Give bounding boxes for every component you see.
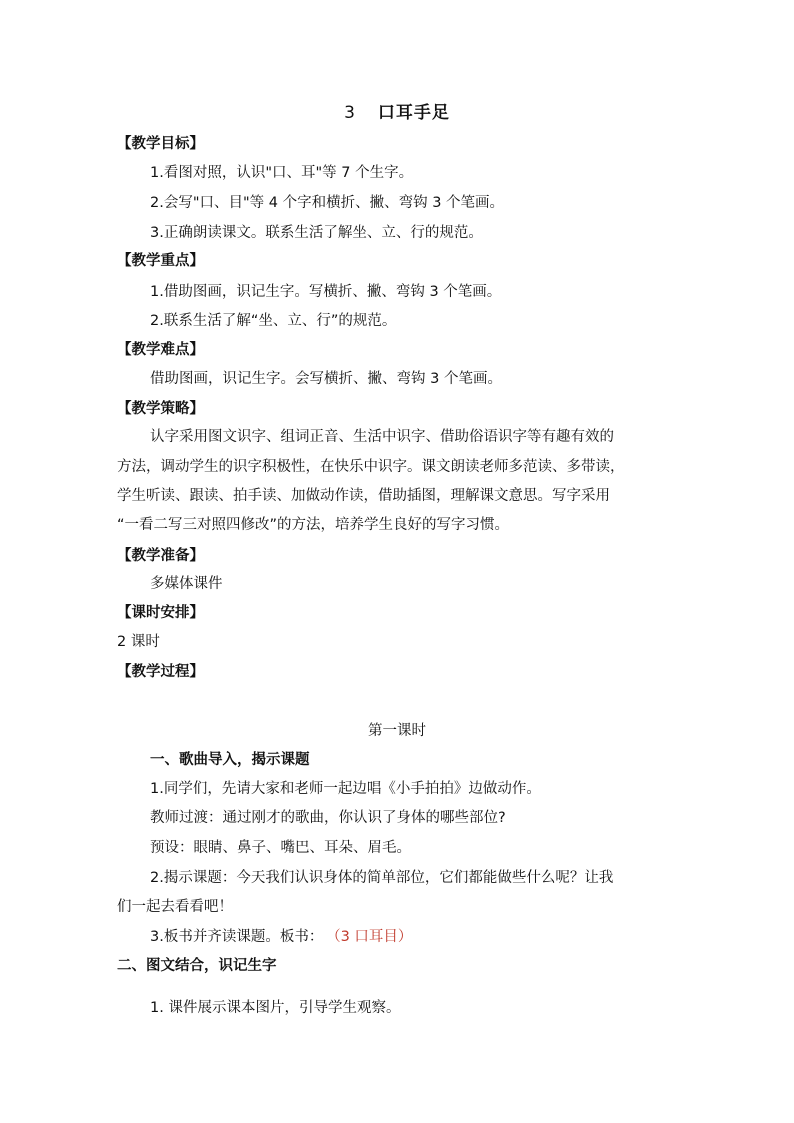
goal-3: 3.正确朗读课文。联系生活了解坐、立、行的规范。 [150,225,483,241]
key-point-1: 1.借助图画，识记生字。写横折、撇、弯钩 3 个笔画。 [150,284,502,300]
schedule-1: 2 课时 [117,634,160,650]
section-2-item-1: 1. 课件展示课本图片，引导学生观察。 [150,1000,401,1016]
heading-strategy: 【教学策略】 [117,401,204,417]
strategy-line-1: 认字采用图文识字、组词正音、生活中识字、借助俗语识字等有趣有效的 [150,429,614,445]
section-1-preset: 预设：眼睛、鼻子、嘴巴、耳朵、眉毛。 [150,840,411,856]
section-2-heading: 二、图文结合，识记生字 [117,958,277,974]
heading-preparation: 【教学准备】 [117,548,204,564]
lesson-one-heading: 第一课时 [368,723,426,739]
goal-1: 1.看图对照，认识"口、耳"等 7 个生字。 [150,165,414,181]
heading-key-points: 【教学重点】 [117,253,204,269]
goal-2: 2.会写"口、目"等 4 个字和横折、撇、弯钩 3 个笔画。 [150,195,505,211]
heading-difficulties: 【教学难点】 [117,342,204,358]
section-1-item-2: 2.揭示课题：今天我们认识身体的简单部位，它们都能做些什么呢？让我 [150,870,614,886]
lesson-title-text: 口耳手足 [377,103,450,123]
section-1-item-3 [150,926,412,948]
section-1-transition: 教师过渡：通过刚才的歌曲，你认识了身体的哪些部位? [150,810,506,826]
key-point-2: 2.联系生活了解“坐、立、行”的规范。 [150,313,397,329]
strategy-line-4: “一看二写三对照四修改”的方法，培养学生良好的写字习惯。 [117,517,510,533]
lesson-number: 3 [344,103,356,123]
lesson-title [0,98,794,123]
board-prefix: 3.板书并齐读课题。板书： [150,929,324,945]
strategy-line-3: 学生听读、跟读、拍手读、加做动作读，借助插图，理解课文意思。写字采用 [117,488,610,504]
heading-process: 【教学过程】 [117,664,204,680]
section-1-item-2-cont: 们一起去看看吧！ [117,899,233,915]
heading-schedule: 【课时安排】 [117,605,204,621]
strategy-line-2: 方法，调动学生的识字积极性，在快乐中识字。课文朗读老师多范读、多带读， [117,459,625,475]
heading-goals: 【教学目标】 [117,136,204,152]
section-1-heading: 一、歌曲导入，揭示课题 [150,752,310,768]
preparation-1: 多媒体课件 [150,576,223,592]
board-writing: （3 口耳目） [333,929,413,945]
section-1-item-1: 1.同学们，先请大家和老师一起边唱《小手拍拍》边做动作。 [150,781,541,797]
difficulty-1: 借助图画，识记生字。会写横折、撇、弯钩 3 个笔画。 [150,371,502,387]
